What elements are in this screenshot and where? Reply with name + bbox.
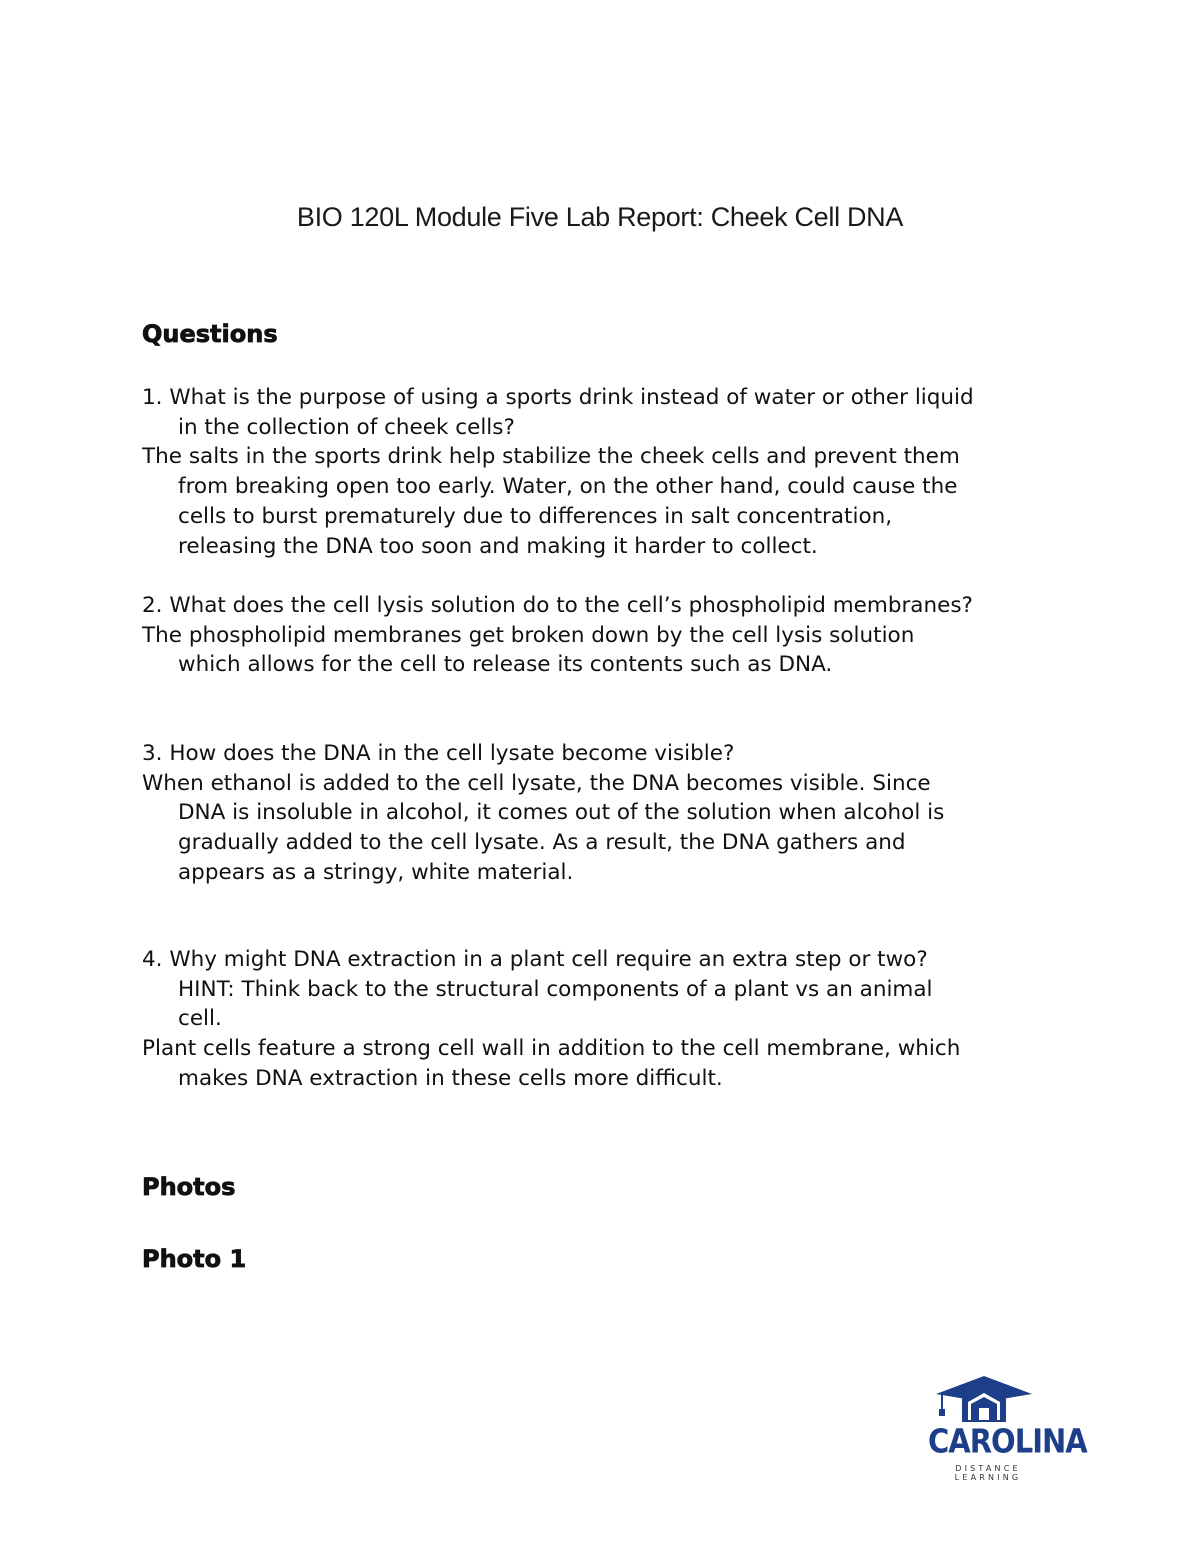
question-1-line: 1. What is the purpose of using a sports drink instead of water or other liquid: [142, 385, 974, 410]
answer-1-line: The salts in the sports drink help stabilize the cheek cells and prevent them: [142, 444, 960, 470]
logo-wordmark: CAROLINA: [928, 1421, 1087, 1461]
question-4-line: 4. Why might DNA extraction in a plant cell require an extra step or two?: [142, 947, 928, 972]
graduation-cap-house-icon: [928, 1372, 1048, 1424]
question-2: [142, 591, 1072, 680]
answer-3-line: DNA is insoluble in alcohol, it comes out of the solution when alcohol is: [178, 800, 945, 826]
answer-1-line: cells to burst prematurely due to differences in salt concentration,: [178, 503, 893, 529]
answer-2-line: The phospholipid membranes get broken down by the cell lysis solution: [142, 622, 915, 648]
photo-1-heading: Photo 1: [142, 1245, 247, 1273]
question-4-line: cell.: [178, 1006, 222, 1032]
question-4-line: HINT: Think back to the structural components of a plant vs an animal: [178, 976, 933, 1002]
question-3-line: 3. How does the DNA in the cell lysate become visible?: [142, 741, 735, 766]
logo-subtitle: DISTANCE LEARNING: [954, 1464, 1022, 1482]
questions-heading: Questions: [142, 320, 278, 348]
answer-4-line: Plant cells feature a strong cell wall in addition to the cell membrane, which: [142, 1036, 961, 1062]
document-title: BIO 120L Module Five Lab Report: Cheek Cell DNA: [296, 202, 904, 232]
question-1: [142, 383, 1072, 561]
answer-4-line: makes DNA extraction in these cells more difficult.: [178, 1065, 723, 1091]
question-4: [142, 945, 1072, 1094]
question-2-line: 2. What does the cell lysis solution do to the cell’s phospholipid membranes?: [142, 593, 973, 618]
question-1-line: in the collection of cheek cells?: [178, 414, 515, 440]
answer-3-line: appears as a stringy, white material.: [178, 859, 574, 885]
answer-1-line: from breaking open too early. Water, on the other hand, could cause the: [178, 474, 958, 500]
answer-2-line: which allows for the cell to release its contents such as DNA.: [178, 652, 833, 678]
answer-3-line: When ethanol is added to the cell lysate, the DNA becomes visible. Since: [142, 770, 931, 796]
carolina-logo: [928, 1372, 1087, 1482]
question-3: [142, 739, 1072, 888]
answer-1-line: releasing the DNA too soon and making it harder to collect.: [178, 533, 818, 559]
photos-heading: Photos: [142, 1173, 236, 1201]
answer-3-line: gradually added to the cell lysate. As a result, the DNA gathers and: [178, 830, 906, 856]
